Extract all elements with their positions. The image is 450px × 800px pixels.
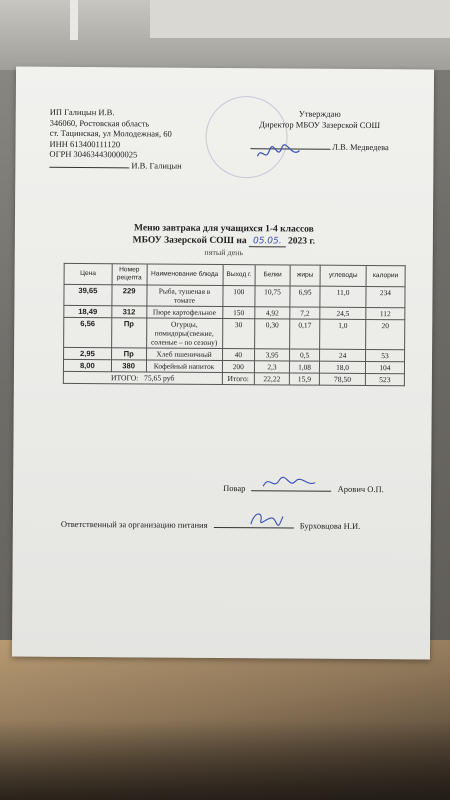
- cell-total-label2: Итого:: [222, 372, 255, 384]
- approval-position: Директор МБОУ Зазерской СОШ: [259, 118, 381, 130]
- cell-total-fat: 15,9: [289, 373, 319, 385]
- cell-dish: Рыба, тушеная в томате: [146, 285, 222, 307]
- total-label: ИТОГО:: [111, 373, 139, 383]
- cell-kcal: 104: [365, 361, 404, 373]
- cook-name: Арович О.П.: [337, 483, 384, 495]
- col-header-protein: Белки: [255, 265, 290, 286]
- col-header-recipe: Номер рецепта: [112, 264, 147, 285]
- total-amount: 75,65 руб: [144, 373, 175, 383]
- cell-yield: 150: [222, 306, 255, 318]
- day-label: пятый день: [204, 247, 244, 258]
- cell-total-protein: 22,22: [254, 373, 289, 385]
- cell-carbs: 1,0: [320, 319, 366, 349]
- signature-line: [49, 166, 129, 168]
- col-header-price: Цена: [64, 263, 112, 284]
- cell-yield: 200: [222, 360, 255, 372]
- cook-signature-icon: [259, 472, 319, 492]
- menu-table: [63, 263, 406, 386]
- menu-title: Меню завтрака для учащихся 1-4 классов: [134, 223, 314, 235]
- background-panel: [150, 0, 450, 40]
- cell-total-cost: [63, 371, 222, 384]
- director-signature-icon: [253, 142, 303, 164]
- cell-total-kcal: 523: [365, 373, 404, 385]
- cell-price: 6,56: [64, 317, 112, 347]
- cell-dish: Пюре картофельное: [146, 306, 222, 319]
- cell-protein: 3,95: [255, 349, 290, 361]
- cell-carbs: 24: [320, 349, 366, 361]
- responsible-label: Ответственный за организацию питания: [60, 518, 208, 530]
- cell-recipe: 229: [112, 285, 147, 306]
- cell-price: 2,95: [64, 347, 112, 359]
- col-header-carbs: углеводы: [320, 265, 366, 286]
- supplier-postcode: 346060, Ростовская область: [49, 117, 150, 128]
- background-top: [0, 0, 450, 70]
- table-row: [64, 284, 405, 307]
- cell-dish: Огурцы, помидоры(свежие, соленые – по сезону): [146, 318, 222, 349]
- cell-price: 8,00: [63, 359, 111, 371]
- col-header-dish: Наименование блюда: [147, 264, 223, 286]
- background-shadow: [0, 720, 450, 800]
- cell-recipe: 312: [112, 306, 147, 318]
- responsible-signature-block: [61, 519, 360, 531]
- cell-fat: 7,2: [290, 307, 320, 319]
- table-header-row: [64, 263, 405, 286]
- cell-kcal: 53: [365, 349, 404, 361]
- cell-yield: 100: [222, 285, 255, 306]
- handwritten-date: 05.05.: [249, 236, 286, 247]
- menu-document: [12, 67, 434, 660]
- cell-total-carbs: 78,50: [320, 373, 366, 385]
- cell-protein: 2,3: [255, 361, 290, 373]
- year-label: 2023 г.: [287, 236, 316, 247]
- col-header-yield: Выход г.: [223, 264, 256, 285]
- responsible-name: Бурховцова Н.И.: [299, 520, 361, 531]
- director-name: Л.В. Медведева: [332, 141, 389, 153]
- school-name: МБОУ Зазерской СОШ на: [132, 235, 247, 247]
- cell-protein: 10,75: [255, 286, 290, 307]
- cell-protein: 4,92: [255, 307, 290, 319]
- cell-recipe: Пр: [111, 348, 146, 360]
- background-floor: [0, 640, 450, 800]
- cell-kcal: 234: [366, 286, 405, 307]
- supplier-signature-name: И.В. Галицын: [131, 159, 182, 171]
- supplier-block: [49, 107, 182, 171]
- approval-title: Утверждаю: [298, 108, 341, 119]
- supplier-name: ИП Галицын И.В.: [49, 106, 115, 118]
- responsible-signature-icon: [245, 508, 285, 530]
- cell-price: 39,65: [64, 284, 112, 305]
- cell-fat: 0,5: [289, 349, 319, 361]
- cell-kcal: 20: [365, 319, 404, 349]
- cell-carbs: 18,0: [320, 361, 366, 373]
- col-header-kcal: калории: [366, 265, 405, 286]
- cell-price: 18,49: [64, 305, 112, 317]
- background-post: [70, 0, 78, 40]
- cell-carbs: 24,5: [320, 307, 366, 319]
- cell-carbs: 11,0: [320, 286, 366, 307]
- cell-recipe: Пр: [111, 318, 146, 348]
- cell-yield: 30: [222, 318, 255, 348]
- supplier-inn: ИНН 613400111120: [49, 138, 121, 149]
- cell-fat: 0,17: [289, 319, 320, 349]
- cell-dish: Кофейный напиток: [146, 360, 222, 373]
- cell-dish: Хлеб пшеничный: [146, 348, 222, 361]
- supplier-ogrn: ОГРН 304634430000025: [49, 148, 138, 160]
- supplier-signature: [49, 159, 181, 170]
- cook-label: Повар: [223, 483, 246, 494]
- cell-kcal: 112: [366, 307, 405, 319]
- cell-fat: 1,08: [289, 361, 319, 373]
- cell-protein: 0,30: [255, 319, 290, 349]
- col-header-fat: жиры: [290, 265, 321, 286]
- cell-fat: 6,95: [290, 286, 321, 307]
- cell-yield: 40: [222, 348, 255, 360]
- supplier-address: ст. Тацинская, ул Молодежная, 60: [49, 127, 172, 139]
- table-row: [64, 317, 405, 349]
- cell-recipe: 380: [111, 360, 146, 372]
- table-total-row: [63, 371, 404, 385]
